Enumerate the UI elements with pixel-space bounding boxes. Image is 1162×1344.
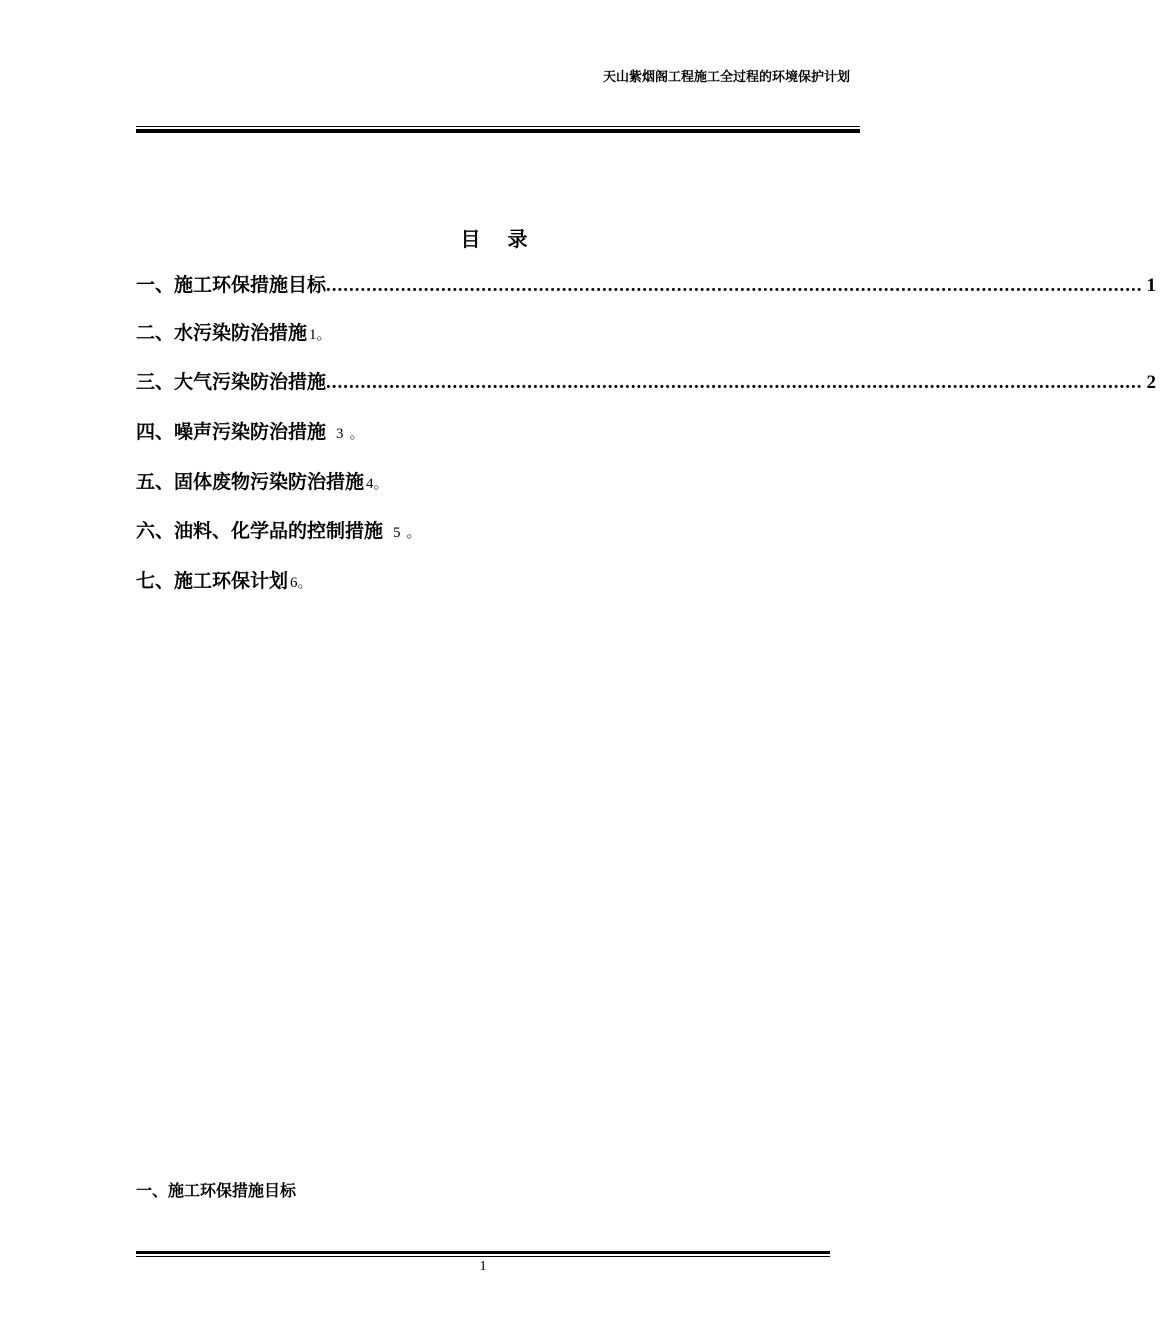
section-heading: 一、施工环保措施目标 (136, 1181, 297, 1200)
toc-page-number: 3。 (336, 426, 371, 442)
toc-dot-leader: .............................................................................................................................................. (326, 372, 1143, 393)
toc-entry-label: 三、大气污染防治措施 (136, 371, 327, 393)
header-divider (136, 126, 860, 134)
toc-page-number: 2 (1146, 372, 1157, 393)
toc-entry-label: 一、施工环保措施目标 (136, 274, 327, 296)
toc-entry-2[interactable] (136, 318, 332, 346)
toc-entry-4[interactable] (136, 417, 371, 445)
toc-entry-label: 五、固体废物污染防治措施 (136, 471, 365, 493)
footer-divider (136, 1251, 830, 1257)
page-number: 1 (479, 1259, 487, 1274)
toc-entry-6[interactable] (136, 516, 428, 544)
footer-divider-thick (136, 1251, 830, 1254)
toc-entry-label: 二、水污染防治措施 (136, 322, 308, 344)
toc-entry-7[interactable] (136, 566, 313, 594)
header-divider-thick (136, 129, 860, 133)
toc-entry-label: 七、施工环保计划 (136, 570, 289, 592)
header-divider-thin (136, 126, 860, 127)
running-header-title: 天山紫烟阁工程施工全过程的环境保护计划 (602, 70, 850, 85)
toc-page-number: 1。 (309, 327, 332, 343)
toc-heading: 目 录 (460, 227, 538, 251)
toc-dot-leader: .............................................................................................................................................. (326, 275, 1143, 296)
toc-entry-label: 四、噪声污染防治措施 (136, 421, 327, 443)
footer-divider-thin (136, 1256, 830, 1257)
toc-page-number: 4。 (366, 476, 389, 492)
toc-page-number: 5。 (393, 525, 428, 541)
toc-entry-3[interactable] (136, 367, 1157, 395)
toc-page-number: 6。 (290, 575, 313, 591)
toc-page-number: 1 (1146, 275, 1157, 296)
toc-entry-label: 六、油料、化学品的控制措施 (136, 520, 384, 542)
toc-entry-5[interactable] (136, 467, 389, 495)
toc-entry-1[interactable] (136, 270, 1157, 298)
